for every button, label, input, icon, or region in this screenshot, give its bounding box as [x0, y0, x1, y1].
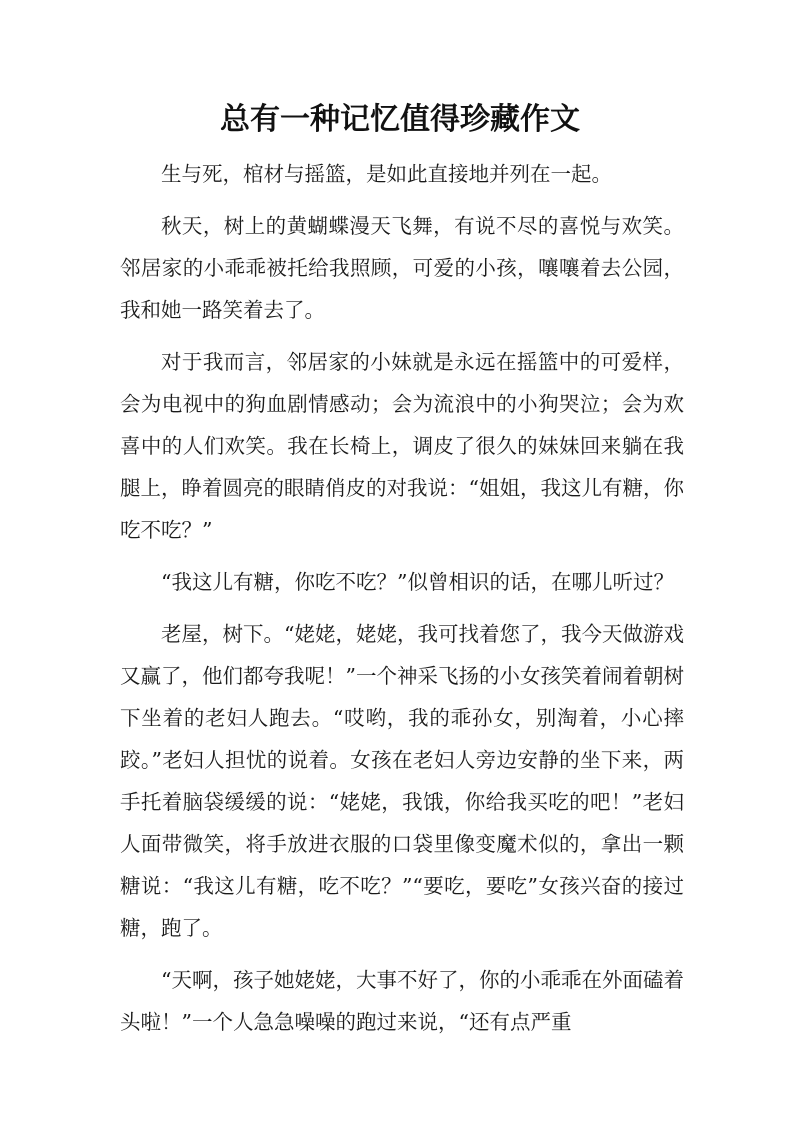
document-body [120, 153, 684, 1053]
page-title: 总有一种记忆值得珍藏作文 [220, 102, 580, 137]
paragraph: 生与死，棺材与摇篮，是如此直接地并列在一起。 [161, 162, 612, 186]
paragraph: “天啊，孩子她姥姥，大事不好了，你的小乖乖在外面磕着头啦！”一个人急急噪噪的跑过来说，“还有点严重 [120, 968, 684, 1034]
paragraph: 秋天，树上的黄蝴蝶漫天飞舞，有说不尽的喜悦与欢笑。邻居家的小乖乖被托给我照顾，可爱的小孩，嚷嚷着去公园，我和她一路笑着去了。 [120, 214, 684, 322]
paragraph: 老屋，树下。“姥姥，姥姥，我可找着您了，我今天做游戏又赢了，他们都夸我呢！”一个神采飞扬的小女孩笑着闹着朝树下坐着的老妇人跑去。“哎哟，我的乖孙女，别淘着，小心摔跤。”老妇人担忧的说着。女孩在老妇人旁边安静的坐下来，两手托着脑袋缓缓的说：“姥姥，我饿，你给我买吃的吧！”老妇人面带微笑，将手放进衣服的口袋里像变魔术似的，拿出一颗糖说：“我这儿有糖，吃不吃？”“要吃，要吃”女孩兴奋的接过糖，跑了。 [120, 622, 684, 940]
paragraph: 对于我而言，邻居家的小妹就是永远在摇篮中的可爱样，会为电视中的狗血剧情感动；会为流浪中的小狗哭泣；会为欢喜中的人们欢笑。我在长椅上，调皮了很久的妹妹回来躺在我腿上，睁着圆亮的眼睛俏皮的对我说：“姐姐，我这儿有糖，你吃不吃？” [120, 350, 684, 542]
paragraph: “我这儿有糖，你吃不吃？”似曾相识的话，在哪儿听过？ [161, 570, 674, 594]
